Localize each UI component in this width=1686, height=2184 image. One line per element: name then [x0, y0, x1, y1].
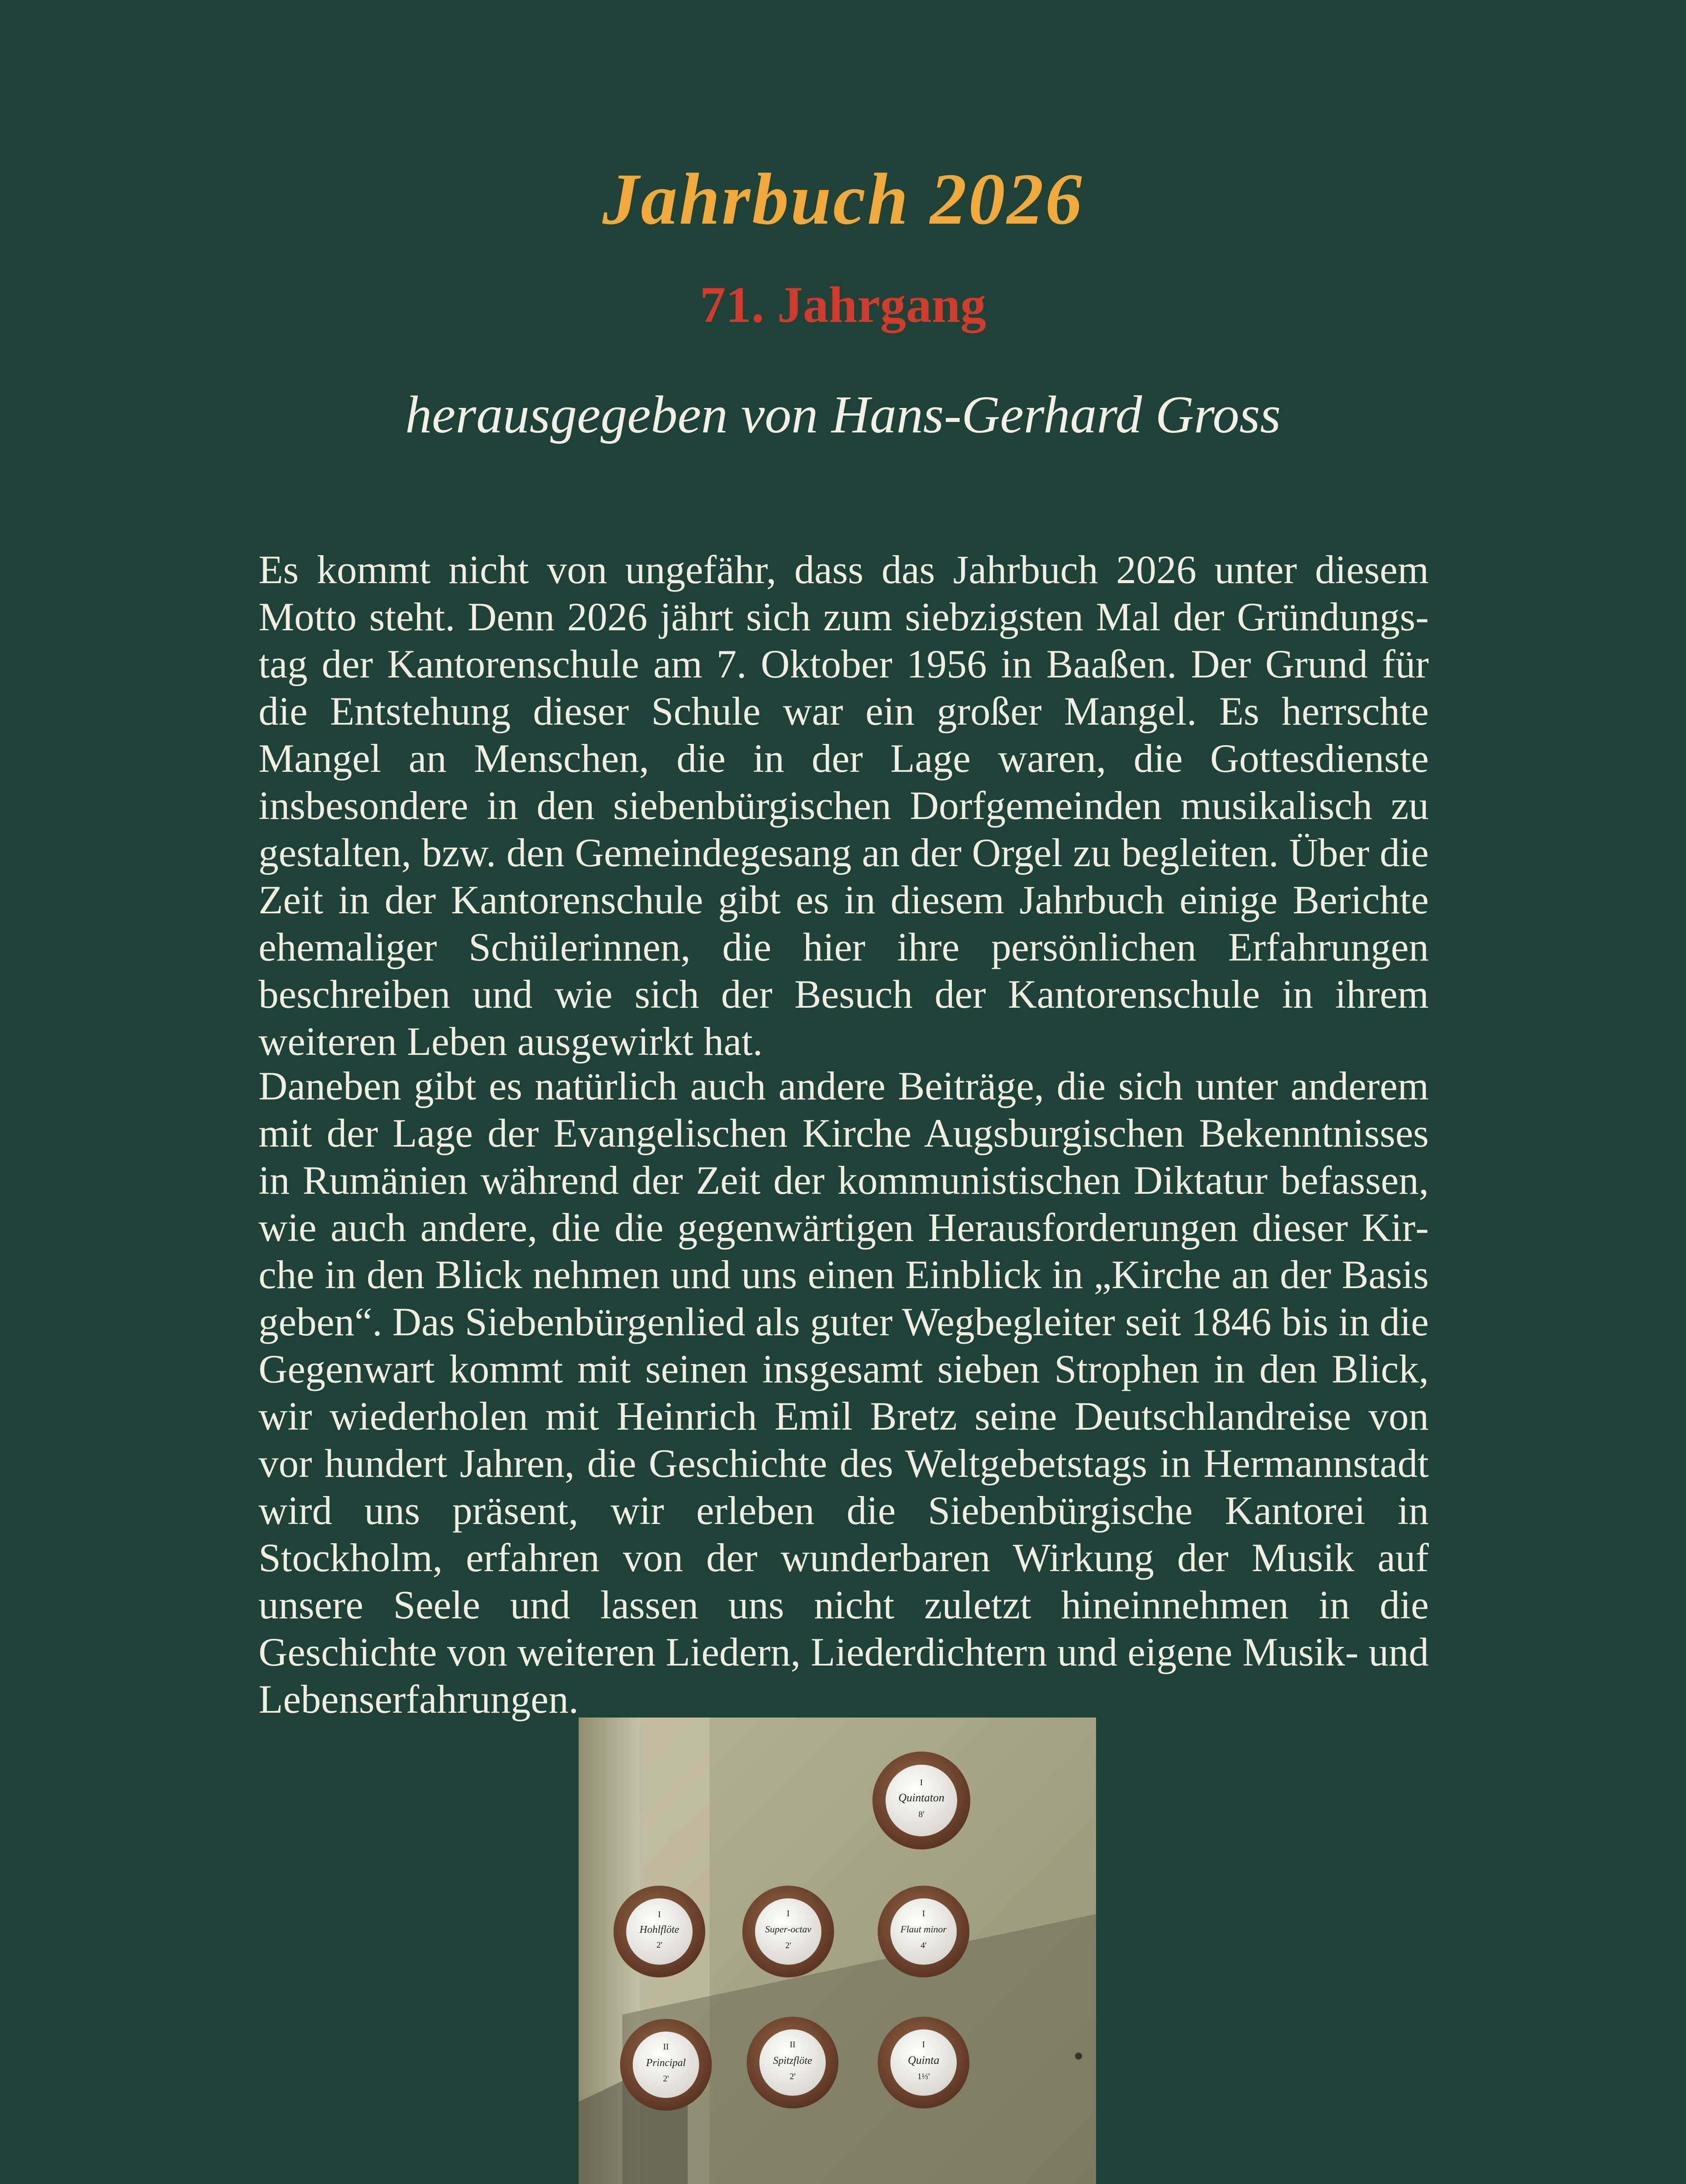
- stop-knob-spitzfloete: [747, 2017, 838, 2108]
- knob-size: 8': [918, 1810, 924, 1819]
- organ-stops-photo: [579, 1717, 1096, 2184]
- stop-knob-quinta: [878, 2017, 969, 2108]
- knob-size: 2': [790, 2072, 796, 2081]
- stop-knob-quintaton: [872, 1752, 970, 1849]
- knob-size: 2': [656, 1940, 662, 1950]
- knob-roman: I: [922, 1909, 925, 1918]
- blurb-paragraph-1: Es kommt nicht von ungefähr, dass das Jahrbuch 2026 unter diesem Motto steht. Denn 2026 jährt sich zum siebzigsten Mal der Gründungstag der Kantorenschule am 7. Oktober 1956 in Baaßen. Der Grund für die Entstehung dieser Schule war ein großer Mangel. Es herrschte Mangel an Menschen, die in der Lage waren, die Gottesdienste insbesondere in den siebenbürgischen Dorfgemeinden musikalisch zu gestalten, bzw. den Gemeindegesang an der Orgel zu begleiten. Über die Zeit in der Kantorenschule gibt es in diesem Jahrbuch einige Berichte ehemaliger Schülerinnen, die hier ihre persönlichen Erfahrungen beschreiben und wie sich der Besuch der Kantorenschule in ihrem weiteren Leben ausgewirkt hat.: [259, 547, 1429, 1064]
- knob-name: Spitzflöte: [773, 2055, 812, 2067]
- knob-size: 2': [785, 1941, 791, 1950]
- blurb-paragraph-2: Daneben gibt es natürlich auch andere Beiträge, die sich unter anderem mit der Lage der Evangelischen Kirche Augsburgischen Bekenntnisses in Rumänien während der Zeit der kommunistischen Diktatur befassen, wie auch andere, die die gegenwärtigen Herausforderungen dieser Kirche in den Blick nehmen und uns einen Einblick in „Kirche an der Basis geben“. Das Siebenbürgenlied als guter Wegbegleiter seit 1846 bis in die Gegenwart kommt mit seinen insgesamt sieben Strophen in den Blick, wir wiederholen mit Heinrich Emil Bretz seine Deutschlandreise von vor hundert Jahren, die Geschichte des Weltgebetstags in Hermannstadt wird uns präsent, wir erleben die Siebenbürgische Kantorei in Stockholm, erfahren von der wunderbaren Wirkung der Musik auf unsere Seele und lassen uns nicht zuletzt hineinnehmen in die Geschichte von weiteren Liedern, Liederdichtern und eigene Musik- und Lebenserfahrungen.: [259, 1064, 1429, 1721]
- knob-roman: I: [658, 1910, 661, 1919]
- knob-name: Super-octav: [765, 1924, 811, 1935]
- knob-roman: I: [920, 1778, 923, 1787]
- knob-name: Hohlflöte: [639, 1924, 679, 1935]
- knob-name: Principal: [646, 2057, 686, 2069]
- knob-name: Flaut minor: [900, 1924, 947, 1935]
- stop-knob-superoctav: [742, 1886, 834, 1977]
- stop-knob-flaut-minor: [878, 1886, 969, 1977]
- editor-line: herausgegeben von Hans-Gerhard Gross: [405, 385, 1281, 444]
- knob-size: 2': [663, 2074, 669, 2084]
- stop-knob-hohlfloete: [614, 1886, 705, 1977]
- knob-roman: I: [922, 2040, 925, 2049]
- stop-knob-principal: [620, 2019, 712, 2111]
- knob-name: Quinta: [907, 2054, 940, 2067]
- knob-name: Quintaton: [898, 1791, 945, 1804]
- knob-size: 4': [921, 1941, 927, 1950]
- knob-roman: II: [790, 2040, 796, 2049]
- knob-roman: I: [786, 1909, 790, 1918]
- knob-size: 1⅓': [917, 2072, 930, 2081]
- edition-label: 71. Jahrgang: [700, 276, 986, 333]
- book-title: Jahrbuch 2026: [602, 159, 1084, 240]
- knob-roman: II: [663, 2042, 669, 2052]
